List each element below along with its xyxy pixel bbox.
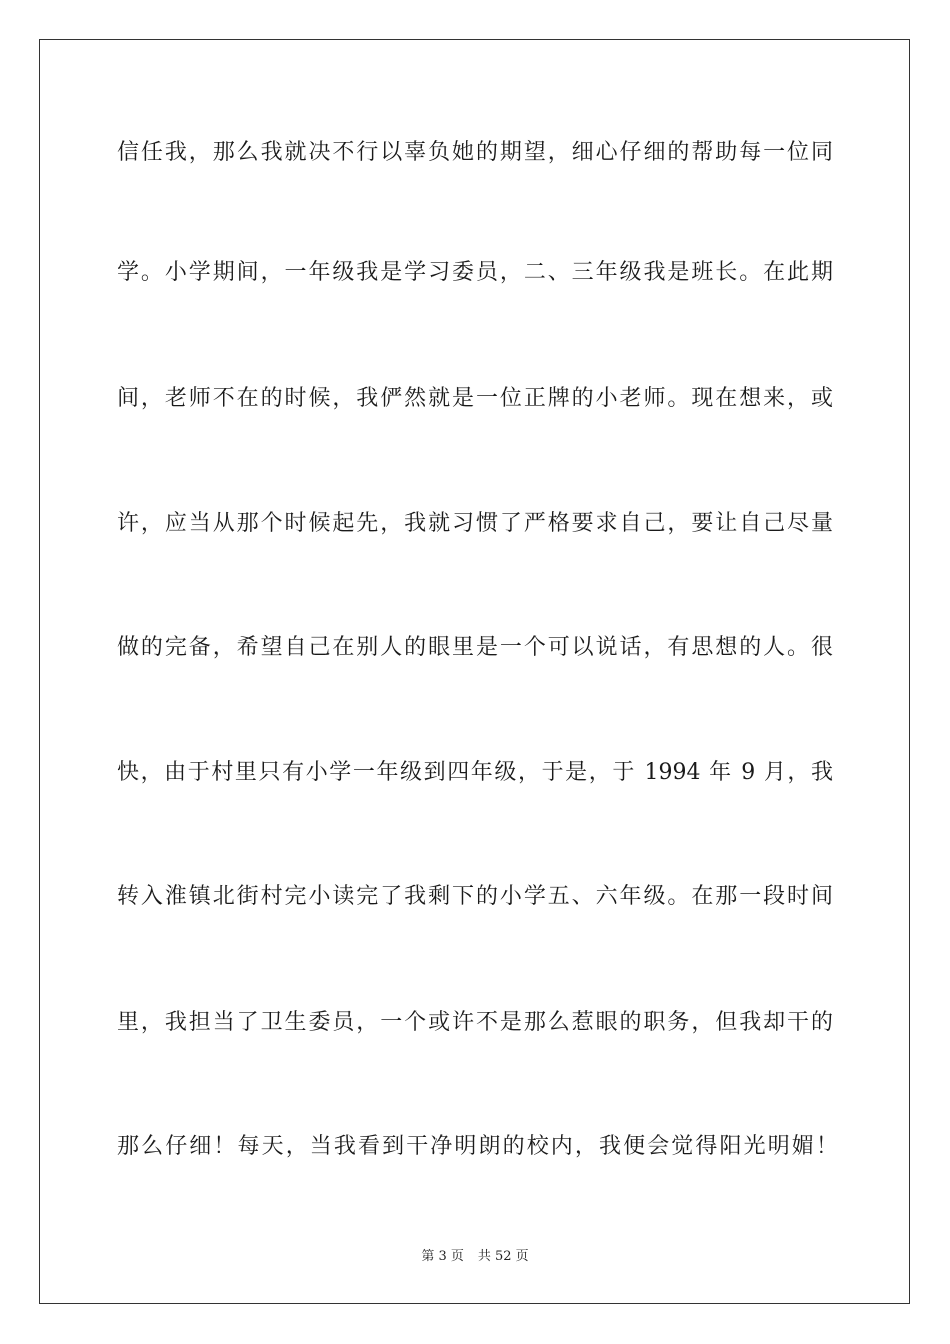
body-text-line: 许，应当从那个时候起先，我就习惯了严格要求自己，要让自己尽量 <box>117 511 833 536</box>
body-text-line: 里，我担当了卫生委员，一个或许不是那么惹眼的职务，但我却干的 <box>117 1010 833 1035</box>
page-footer <box>0 1248 950 1266</box>
body-text-line: 信任我，那么我就决不行以辜负她的期望，细心仔细的帮助每一位同 <box>117 140 833 165</box>
body-text-line: 学。小学期间，一年级我是学习委员，二、三年级我是班长。在此期 <box>117 260 833 285</box>
page-border <box>39 39 910 1304</box>
total-page-count: 共 52 页 <box>477 1249 529 1264</box>
body-text-line: 快，由于村里只有小学一年级到四年级，于是，于 1994 年 9 月，我 <box>117 760 833 785</box>
current-page-number: 第 3 页 <box>421 1249 464 1264</box>
body-text-line: 那么仔细！每天，当我看到干净明朗的校内，我便会觉得阳光明媚！ <box>117 1134 841 1159</box>
body-text-line: 转入淮镇北街村完小读完了我剩下的小学五、六年级。在那一段时间 <box>117 884 833 909</box>
body-text-line: 做的完备，希望自己在别人的眼里是一个可以说话，有思想的人。很 <box>117 635 833 660</box>
body-text-line: 间，老师不在的时候，我俨然就是一位正牌的小老师。现在想来，或 <box>117 386 833 411</box>
